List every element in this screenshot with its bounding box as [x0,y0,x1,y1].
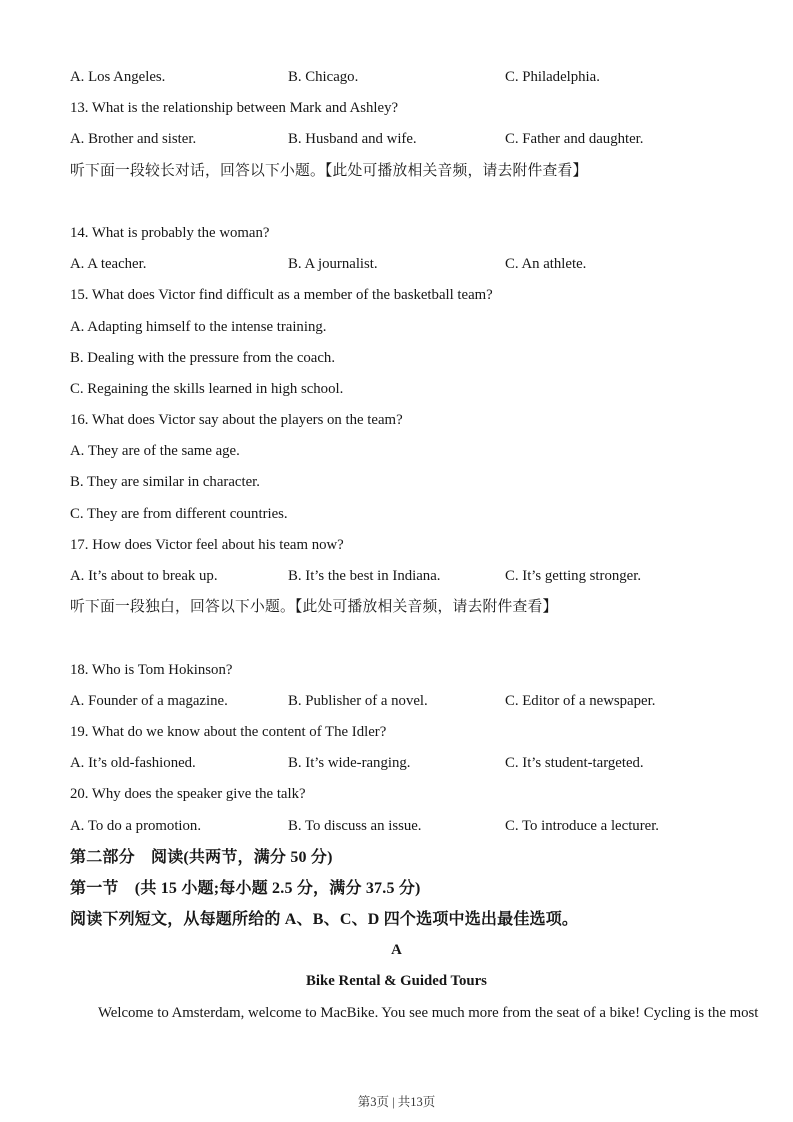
question-15-option-c: C. Regaining the skills learned in high school. [70,380,344,397]
option-a: A. Founder of a magazine. [70,692,228,709]
question-16: 16. What does Victor say about the players on the team? [70,412,403,429]
question-14-options-row [70,249,723,280]
passage-text-first-line: Welcome to Amsterdam, welcome to MacBike. You see much more from the seat of a bike! Cycling is the most [98,1004,759,1021]
reading-instruction: 阅读下列短文，从每题所给的 A、B、C、D 四个选项中选出最佳选项。 [70,911,579,929]
question-18: 18. Who is Tom Hokinson? [70,661,233,678]
option-a: A. It’s old-fashioned. [70,755,196,772]
option-c: C. Father and daughter. [505,131,644,148]
page-footer: 第3页 | 共13页 [357,1095,436,1109]
option-b: B. It’s the best in Indiana. [288,568,441,584]
question-13-options-row [70,124,723,155]
option-a: A. It’s about to break up. [70,568,218,584]
passage-label: A [391,942,402,959]
option-b: B. It’s wide-ranging. [288,755,411,772]
question-15-option-a: A. Adapting himself to the intense training. [70,318,327,335]
question-12-options-row [70,62,723,93]
option-a: A. Los Angeles. [70,69,166,85]
passage-title: Bike Rental & Guided Tours [306,973,487,990]
question-16-option-c: C. They are from different countries. [70,505,288,522]
option-c: C. It’s getting stronger. [505,568,642,584]
option-b: B. Husband and wife. [288,131,417,148]
section-header-part2: 第二部分 阅读(共两节，满分 50 分) [70,848,333,866]
question-17-options-row [70,561,723,592]
listening-instruction-monologue: 听下面一段独白，回答以下小题。【此处可播放相关音频，请去附件查看】 [70,599,558,616]
question-13: 13. What is the relationship between Mark and Ashley? [70,100,399,117]
option-c: C. Editor of a newspaper. [505,692,656,709]
listening-instruction-long-dialog: 听下面一段较长对话，回答以下小题。【此处可播放相关音频，请去附件查看】 [70,162,588,179]
option-b: B. A journalist. [288,256,378,273]
option-b: B. Chicago. [288,69,359,85]
option-c: C. It’s student-targeted. [505,755,644,772]
question-16-option-b: B. They are similar in character. [70,474,260,491]
option-c: C. Philadelphia. [505,69,600,85]
question-17: 17. How does Victor feel about his team now? [70,536,344,553]
question-18-options-row [70,686,723,717]
blank-line [70,623,723,654]
section-header-section1: 第一节 (共 15 小题;每小题 2.5 分，满分 37.5 分) [70,879,421,897]
question-20: 20. Why does the speaker give the talk? [70,786,306,803]
question-15: 15. What does Victor find difficult as a member of the basketball team? [70,287,493,304]
question-20-options-row [70,811,723,842]
question-15-option-b: B. Dealing with the pressure from the coach. [70,349,336,366]
blank-line [70,187,723,218]
option-a: A. A teacher. [70,256,147,273]
question-19-options-row [70,748,723,779]
option-c: C. An athlete. [505,256,587,273]
question-14: 14. What is probably the woman? [70,224,270,241]
question-19: 19. What do we know about the content of The Idler? [70,723,387,740]
option-a: A. Brother and sister. [70,131,197,148]
question-16-option-a: A. They are of the same age. [70,443,240,460]
option-b: B. To discuss an issue. [288,817,422,834]
option-b: B. Publisher of a novel. [288,692,428,709]
option-a: A. To do a promotion. [70,817,202,834]
option-c: C. To introduce a lecturer. [505,817,660,834]
